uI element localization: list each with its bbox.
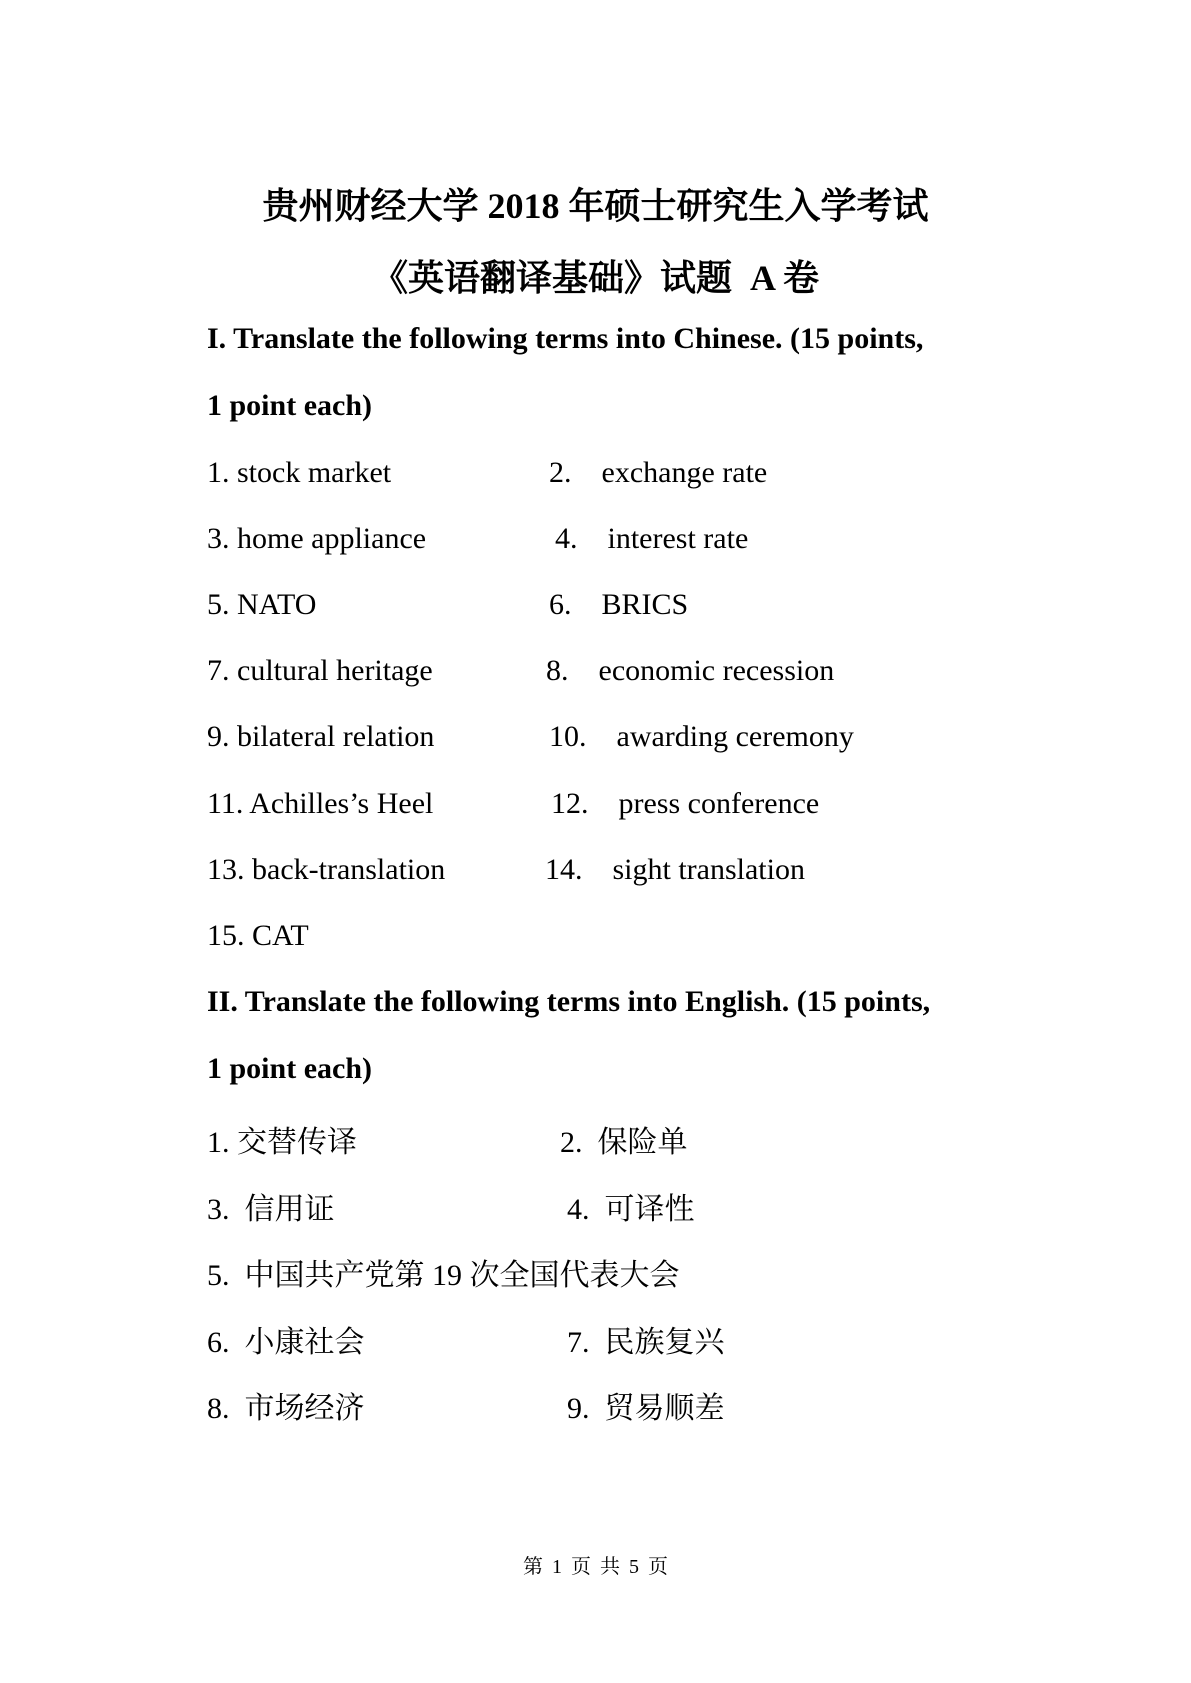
s1-item-5: 5. NATO	[207, 588, 317, 621]
s1-item-3: 3. home appliance	[207, 522, 427, 555]
s1-item-15: 15. CAT	[207, 919, 309, 952]
section-1-heading: I. Translate the following terms into Chinese. (15 points,	[207, 322, 924, 355]
s1-item-12: 12. press conference	[551, 787, 820, 820]
s2-item-1: 1. 交替传译	[207, 1126, 357, 1159]
s1-item-7: 7. cultural heritage	[207, 654, 433, 687]
section-2-heading: II. Translate the following terms into English. (15 points,	[207, 985, 931, 1018]
s1-item-11: 11. Achilles’s Heel	[207, 787, 434, 820]
s2-item-2: 2. 保险单	[560, 1126, 688, 1159]
exam-subtitle: 《英语翻译基础》试题 A 卷	[371, 258, 819, 298]
s2-item-8: 8. 市场经济	[207, 1392, 365, 1425]
section-2-heading-cont: 1 point each)	[207, 1052, 372, 1085]
s1-item-2: 2. exchange rate	[549, 456, 768, 489]
s2-item-6: 6. 小康社会	[207, 1326, 365, 1359]
s1-item-14: 14. sight translation	[545, 853, 805, 886]
s2-item-4: 4. 可译性	[567, 1193, 695, 1226]
s2-item-7: 7. 民族复兴	[567, 1326, 725, 1359]
section-1-heading-cont: 1 point each)	[207, 389, 372, 422]
page-footer: 第 1 页 共 5 页	[523, 1556, 668, 1578]
s2-item-3: 3. 信用证	[207, 1193, 335, 1226]
s1-item-8: 8. economic recession	[546, 654, 835, 687]
s1-item-4: 4. interest rate	[555, 522, 749, 555]
s2-item-5: 5. 中国共产党第 19 次全国代表大会	[207, 1259, 680, 1292]
s1-item-9: 9. bilateral relation	[207, 720, 435, 753]
s1-item-6: 6. BRICS	[549, 588, 689, 621]
s2-item-9: 9. 贸易顺差	[567, 1392, 725, 1425]
s1-item-13: 13. back-translation	[207, 853, 446, 886]
s1-item-10: 10. awarding ceremony	[549, 720, 854, 753]
exam-title: 贵州财经大学 2018 年硕士研究生入学考试	[262, 186, 929, 226]
s1-item-1: 1. stock market	[207, 456, 392, 489]
